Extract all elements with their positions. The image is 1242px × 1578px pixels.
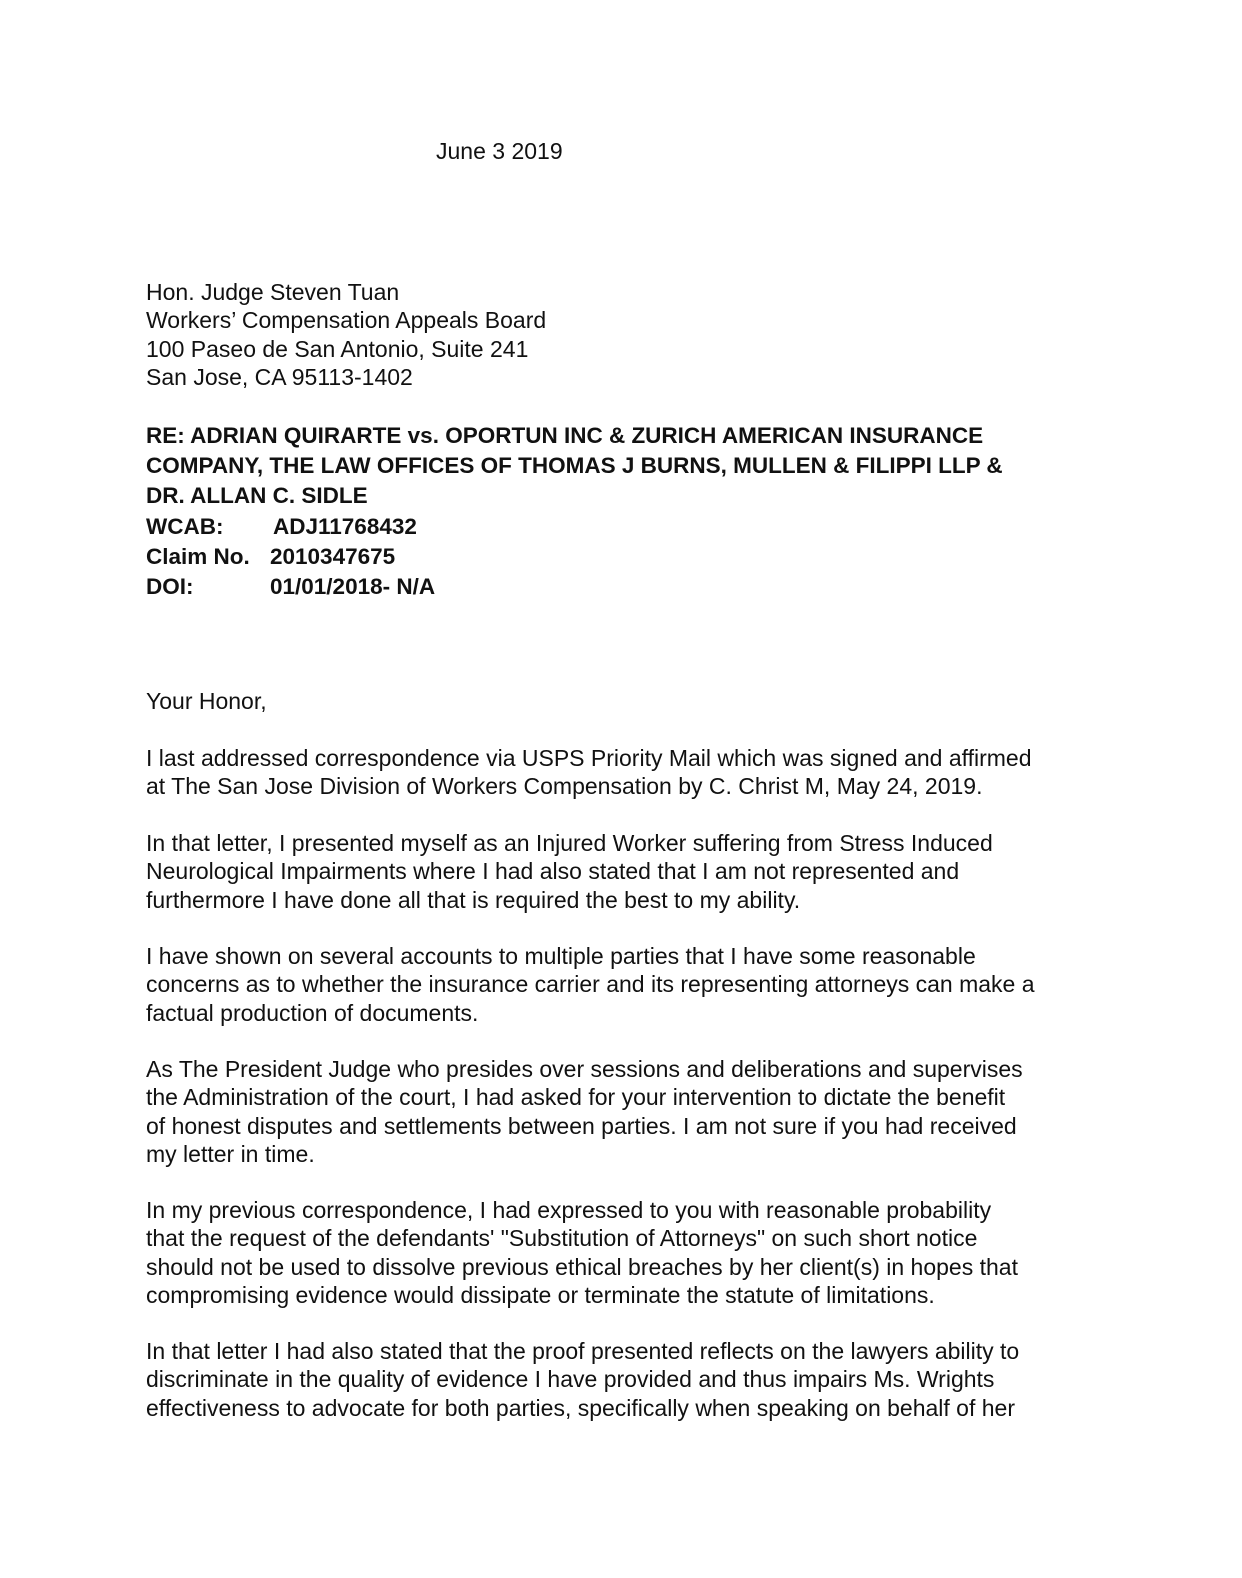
- recipient-city: San Jose, CA 95113-1402: [146, 363, 413, 390]
- recipient-address: [146, 278, 546, 391]
- wcab-label: WCAB:: [146, 513, 224, 539]
- re-line: RE: ADRIAN QUIRARTE vs. OPORTUN INC & ZURICH AMERICAN INSURANCE: [146, 423, 984, 448]
- paragraph-line: furthermore I have done all that is required the best to my ability.: [146, 886, 801, 913]
- recipient-name: Hon. Judge Steven Tuan: [146, 279, 400, 305]
- recipient-street: 100 Paseo de San Antonio, Suite 241: [146, 335, 529, 362]
- letter-date: June 3 2019: [436, 138, 563, 164]
- paragraph-line: of honest disputes and settlements between parties. I am not sure if you had received: [146, 1112, 1017, 1139]
- claim-value: 2010347675: [270, 543, 396, 569]
- doi-value: 01/01/2018- N/A: [270, 574, 436, 600]
- paragraph-line: In my previous correspondence, I had expressed to you with reasonable probability: [146, 1197, 992, 1223]
- re-block: [146, 421, 1106, 602]
- re-line: COMPANY, THE LAW OFFICES OF THOMAS J BURNS, MULLEN & FILIPPI LLP &: [146, 453, 1003, 479]
- salutation: Your Honor,: [146, 688, 267, 714]
- paragraph-line: discriminate in the quality of evidence I have provided and thus impairs Ms. Wrights: [146, 1366, 995, 1393]
- paragraph-line: I last addressed correspondence via USPS Priority Mail which was signed and affirmed: [146, 745, 1032, 771]
- wcab-value: ADJ11768432: [273, 513, 417, 539]
- paragraph-line: should not be used to dissolve previous ethical breaches by her client(s) in hopes that: [146, 1253, 1018, 1280]
- body-paragraph: [146, 829, 993, 914]
- re-line: DR. ALLAN C. SIDLE: [146, 483, 368, 509]
- body-paragraph: [146, 1055, 1023, 1168]
- body-paragraph: [146, 942, 1035, 1027]
- paragraph-line: the Administration of the court, I had asked for your intervention to dictate the benefit: [146, 1084, 1006, 1111]
- wcab-row: [146, 512, 1106, 542]
- paragraph-line: that the request of the defendants' "Substitution of Attorneys" on such short notice: [146, 1225, 978, 1252]
- paragraph-line: I have shown on several accounts to multiple parties that I have some reasonable: [146, 943, 976, 969]
- paragraph-line: my letter in time.: [146, 1140, 315, 1167]
- doi-label: DOI:: [146, 574, 194, 600]
- paragraph-line: In that letter I had also stated that the proof presented reflects on the lawyers ability to: [146, 1338, 1020, 1364]
- recipient-organization: Workers’ Compensation Appeals Board: [146, 307, 547, 334]
- claim-label: Claim No.: [146, 543, 250, 569]
- claim-row: [146, 542, 1106, 572]
- paragraph-line: factual production of documents.: [146, 999, 479, 1026]
- paragraph-line: compromising evidence would dissipate or terminate the statute of limitations.: [146, 1281, 935, 1308]
- body-paragraph: [146, 744, 1032, 801]
- doi-row: [146, 572, 1106, 602]
- paragraph-line: effectiveness to advocate for both parties, specifically when speaking on behalf of her: [146, 1394, 1015, 1421]
- paragraph-line: at The San Jose Division of Workers Compensation by C. Christ M, May 24, 2019.: [146, 773, 983, 800]
- paragraph-line: In that letter, I presented myself as an Injured Worker suffering from Stress Induced: [146, 830, 993, 856]
- body-paragraph: [146, 1337, 1019, 1422]
- paragraph-line: concerns as to whether the insurance carrier and its representing attorneys can make a: [146, 971, 1035, 998]
- paragraph-line: As The President Judge who presides over sessions and deliberations and supervises: [146, 1056, 1023, 1082]
- paragraph-line: Neurological Impairments where I had also stated that I am not represented and: [146, 858, 960, 885]
- body-paragraph: [146, 1196, 1018, 1309]
